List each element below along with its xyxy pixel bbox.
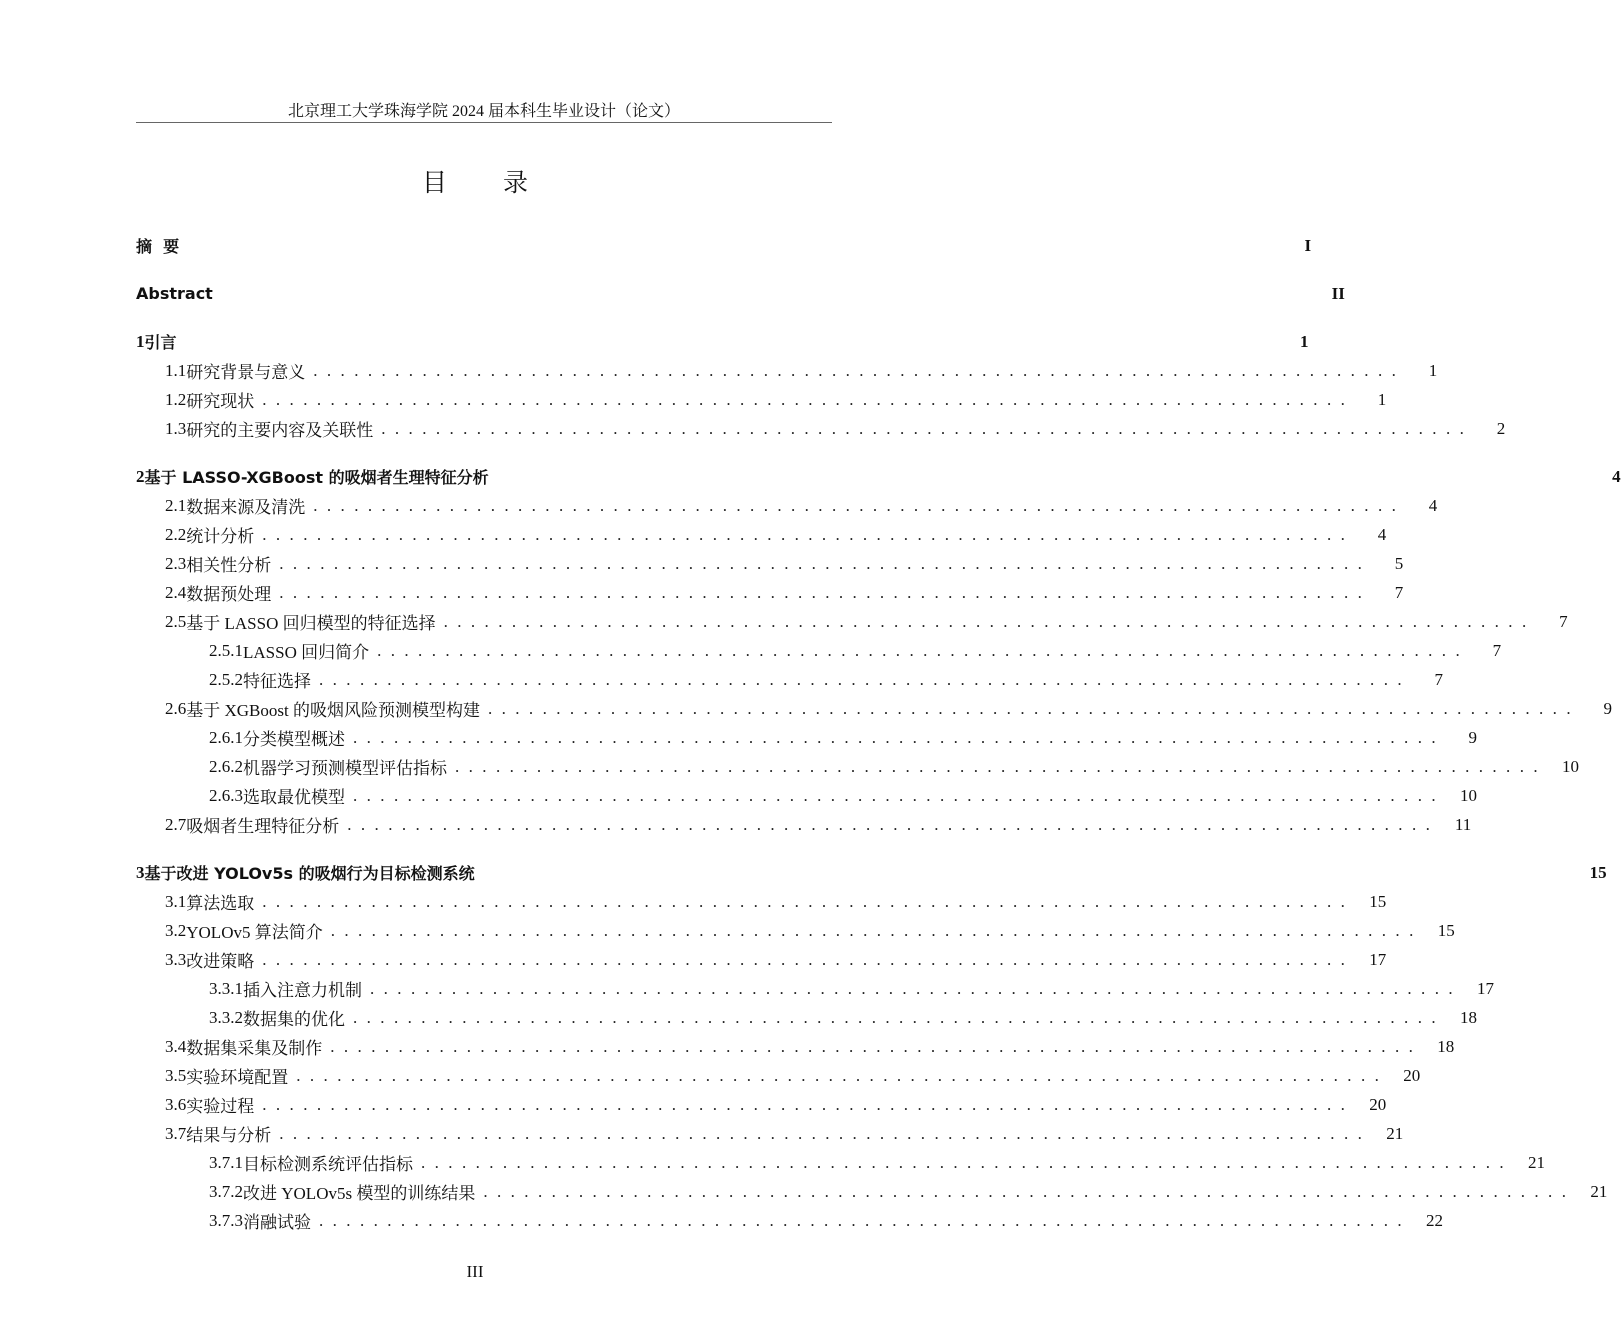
toc-entry-title: 数据预处理 <box>186 585 272 604</box>
toc-entry-title: 实验环境配置 <box>186 1068 289 1087</box>
toc-entry-page: 9 <box>1603 698 1612 718</box>
dot-leader: ................................................................................ <box>262 949 1355 969</box>
toc-entry[interactable] <box>136 636 1502 665</box>
dot-leader: ................................................................................ <box>455 756 1547 776</box>
toc-entry-title: 研究背景与意义 <box>186 363 306 382</box>
dot-leader: ................................................................................ <box>443 611 1536 631</box>
toc-entry-title: Abstract <box>136 284 213 303</box>
dot-leader: ................................................................................ <box>313 495 1406 515</box>
dot-leader: ................................................................................ <box>353 1007 1445 1027</box>
toc-entry-number: 3.3.1 <box>209 978 243 998</box>
toc-entry-number: 2.7 <box>165 814 187 834</box>
toc-entry[interactable] <box>136 723 1477 752</box>
page-number: III <box>466 1262 484 1281</box>
running-header: 北京理工大学珠海学院 2024 届本科生毕业设计（论文） <box>287 103 680 120</box>
toc-entry-title: 基于 XGBoost 的吸烟风险预测模型构建 <box>186 701 480 720</box>
header-rule <box>136 122 832 123</box>
toc-entry-number: 2.3 <box>165 553 187 573</box>
dot-leader: ................................................................................ <box>483 1181 1576 1201</box>
toc-entry-title: 研究的主要内容及关联性 <box>186 421 374 440</box>
toc-entry-number: 3.7.3 <box>209 1210 243 1230</box>
table-of-contents <box>136 231 1621 1235</box>
toc-entry-title: 改进策略 <box>186 952 255 971</box>
dot-leader: ................................................................................ <box>487 698 1580 718</box>
toc-entry-page: 4 <box>1428 495 1438 515</box>
toc-entry[interactable] <box>136 385 1387 414</box>
dot-leader: ................................................................................ <box>353 727 1445 747</box>
toc-entry[interactable] <box>136 781 1477 810</box>
toc-entry-title: 实验过程 <box>186 1097 255 1116</box>
toc-entry-title: 摘 要 <box>136 237 180 256</box>
toc-entry-number: 2.4 <box>165 582 187 602</box>
toc-entry-page: 2 <box>1496 418 1506 438</box>
toc-entry-page: 4 <box>1377 524 1387 544</box>
toc-entry-page: 18 <box>1460 1007 1477 1027</box>
toc-entry-page: 20 <box>1403 1065 1421 1085</box>
toc-entry-title: 数据集的优化 <box>243 1010 345 1029</box>
toc-entry-number: 3.6 <box>165 1094 187 1114</box>
toc-entry-title: 基于 LASSO 回归模型的特征选择 <box>186 614 436 633</box>
toc-entry-title: 数据来源及清洗 <box>186 498 306 517</box>
toc-entry-title: YOLOv5 算法简介 <box>186 923 323 942</box>
toc-entry-title: 目标检测系统评估指标 <box>243 1155 413 1174</box>
dot-leader: ................................................................................ <box>353 785 1445 805</box>
toc-entry[interactable] <box>136 491 1438 520</box>
toc-entry-number: 2.6.1 <box>209 727 243 747</box>
toc-entry-number: 1 <box>136 331 145 351</box>
toc-entry-title: 数据集采集及制作 <box>186 1039 323 1058</box>
toc-entry-page: 21 <box>1590 1181 1608 1201</box>
toc-entry[interactable] <box>136 887 1387 916</box>
toc-entry-number: 3 <box>136 862 145 882</box>
toc-entry-page: 5 <box>1394 553 1404 573</box>
toc-entry-title: 机器学习预测模型评估指标 <box>243 759 447 778</box>
toc-entry-title: 特征选择 <box>243 672 311 691</box>
toc-entry-page: 15 <box>1589 862 1607 882</box>
toc-entry-page: I <box>1304 235 1312 255</box>
toc-entry[interactable] <box>136 916 1455 945</box>
toc-entry-page: 15 <box>1369 891 1387 911</box>
toc-entry-title: 基于改进 YOLOv5s 的吸烟行为目标检测系统 <box>144 864 475 883</box>
toc-entry-number: 2.6.2 <box>209 756 243 776</box>
dot-leader: ................................................................................ <box>313 360 1406 380</box>
toc-entry[interactable] <box>136 1148 1545 1177</box>
toc-entry-title: 算法选取 <box>186 894 255 913</box>
toc-entry-number: 1.2 <box>165 389 187 409</box>
toc-entry-page: 7 <box>1559 611 1568 631</box>
toc-entry-page: 20 <box>1369 1094 1387 1114</box>
toc-entry-number: 2.6.3 <box>209 785 243 805</box>
toc-entry[interactable] <box>136 810 1472 839</box>
toc-entry[interactable] <box>136 858 1607 887</box>
toc-entry[interactable] <box>136 752 1579 781</box>
toc-entry[interactable] <box>136 279 1345 308</box>
toc-entry-page: 1 <box>1428 360 1438 380</box>
toc-entry[interactable] <box>136 1061 1421 1090</box>
toc-entry-page: 10 <box>1460 785 1477 805</box>
toc-entry-title: 研究现状 <box>186 392 255 411</box>
dot-leader: ................................................................................ <box>262 524 1355 544</box>
toc-entry-page: 7 <box>1434 669 1443 689</box>
toc-entry-number: 2.1 <box>165 495 187 515</box>
toc-entry-number: 2.6 <box>165 698 187 718</box>
dot-leader: ................................................................................ <box>347 814 1440 834</box>
toc-entry-number: 2.5.1 <box>209 640 243 660</box>
toc-entry-page: 1 <box>1377 389 1387 409</box>
toc-entry[interactable] <box>136 549 1404 578</box>
toc-entry-number: 2.5 <box>165 611 187 631</box>
dot-leader: ................................................................................ <box>279 1123 1372 1143</box>
toc-entry-page: 1 <box>1300 331 1309 351</box>
toc-entry-page: 18 <box>1437 1036 1455 1056</box>
dot-leader: ................................................................................ <box>279 553 1372 573</box>
toc-entry[interactable] <box>136 414 1506 443</box>
toc-entry-page: 11 <box>1454 814 1472 834</box>
toc-entry-number: 3.5 <box>165 1065 187 1085</box>
toc-entry[interactable] <box>136 578 1404 607</box>
dot-leader: ................................................................................ <box>381 418 1474 438</box>
toc-entry-page: 15 <box>1437 920 1455 940</box>
toc-entry-number: 3.2 <box>165 920 187 940</box>
toc-entry[interactable] <box>136 356 1438 385</box>
toc-entry-number: 3.1 <box>165 891 187 911</box>
dot-leader: ................................................................................ <box>296 1065 1389 1085</box>
toc-entry-number: 3.7.1 <box>209 1152 243 1172</box>
toc-entry-number: 2.2 <box>165 524 187 544</box>
dot-leader: ................................................................................ <box>330 920 1423 940</box>
toc-entry[interactable] <box>136 1003 1477 1032</box>
toc-entry-number: 3.4 <box>165 1036 187 1056</box>
toc-entry-title: 引言 <box>144 333 177 352</box>
toc-entry-page: 17 <box>1369 949 1387 969</box>
toc-entry-page: 21 <box>1528 1152 1545 1172</box>
toc-entry-page: 7 <box>1394 582 1404 602</box>
toc-entry-page: 10 <box>1562 756 1579 776</box>
toc-entry-page: 21 <box>1386 1123 1404 1143</box>
toc-entry[interactable] <box>136 1090 1387 1119</box>
toc-entry[interactable] <box>136 1177 1608 1206</box>
toc-entry[interactable] <box>136 1119 1404 1148</box>
toc-entry-title: 吸烟者生理特征分析 <box>186 817 340 836</box>
toc-entry-title: 消融试验 <box>243 1213 311 1232</box>
toc-entry[interactable] <box>136 694 1612 723</box>
toc-entry-number: 3.3.2 <box>209 1007 243 1027</box>
toc-entry-number: 1.1 <box>165 360 187 380</box>
toc-entry-title: 改进 YOLOv5s 模型的训练结果 <box>243 1184 476 1203</box>
toc-entry-title: 选取最优模型 <box>243 788 345 807</box>
dot-leader: ................................................................................ <box>319 669 1411 689</box>
toc-entry[interactable] <box>136 607 1568 636</box>
toc-entry-page: 4 <box>1612 466 1621 486</box>
toc-entry[interactable] <box>136 1206 1443 1235</box>
toc-entry-number: 2.5.2 <box>209 669 243 689</box>
toc-entry-page: 7 <box>1492 640 1502 660</box>
toc-entry-number: 3.3 <box>165 949 187 969</box>
toc-entry[interactable] <box>136 1032 1455 1061</box>
toc-entry-title: 分类模型概述 <box>243 730 345 749</box>
toc-entry-number: 1.3 <box>165 418 187 438</box>
dot-leader: ................................................................................ <box>421 1152 1513 1172</box>
toc-entry-number: 3.7 <box>165 1123 187 1143</box>
toc-entry-page: 9 <box>1468 727 1477 747</box>
dot-leader: ................................................................................ <box>262 389 1355 409</box>
toc-entry-title: LASSO 回归简介 <box>243 643 370 662</box>
toc-entry-title: 相关性分析 <box>186 556 272 575</box>
toc-entry-page: 17 <box>1477 978 1494 998</box>
dot-leader: ................................................................................ <box>279 582 1372 602</box>
toc-entry-number: 2 <box>136 466 145 486</box>
dot-leader: ................................................................................ <box>330 1036 1423 1056</box>
toc-entry[interactable] <box>136 945 1387 974</box>
dot-leader: ................................................................................ <box>262 891 1355 911</box>
toc-entry-page: II <box>1331 283 1345 303</box>
dot-leader: ................................................................................ <box>377 640 1470 660</box>
toc-entry-page: 22 <box>1426 1210 1443 1230</box>
toc-entry-title: 结果与分析 <box>186 1126 272 1145</box>
toc-entry[interactable] <box>136 520 1387 549</box>
toc-entry-title: 插入注意力机制 <box>243 981 362 1000</box>
toc-entry-title: 基于 LASSO-XGBoost 的吸烟者生理特征分析 <box>144 468 489 487</box>
toc-entry-title: 统计分析 <box>186 527 255 546</box>
toc-entry-number: 3.7.2 <box>209 1181 243 1201</box>
toc-entry[interactable] <box>136 665 1443 694</box>
toc-entry[interactable] <box>136 974 1494 1003</box>
toc-entry[interactable] <box>136 327 1309 356</box>
dot-leader: ................................................................................ <box>319 1210 1411 1230</box>
toc-entry[interactable] <box>136 462 1621 491</box>
toc-entry[interactable] <box>136 231 1312 260</box>
dot-leader: ................................................................................ <box>370 978 1462 998</box>
dot-leader: ................................................................................ <box>262 1094 1355 1114</box>
page-title: 目 录 <box>422 168 552 197</box>
